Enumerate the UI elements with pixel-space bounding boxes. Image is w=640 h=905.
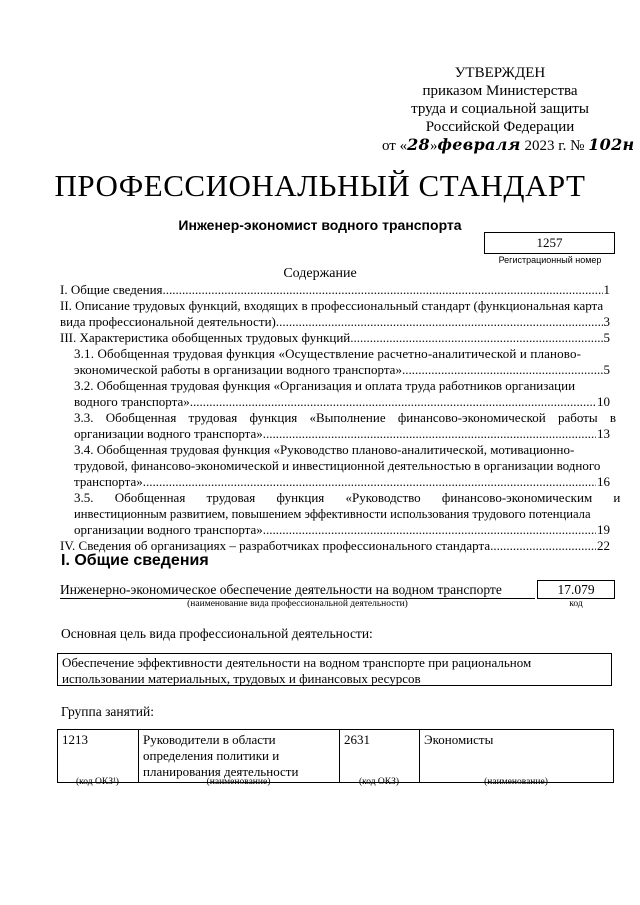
occupation-groups-table (57, 729, 614, 783)
okz-code-cell: 1213 (58, 730, 139, 783)
caption-name-2: (наименование) (484, 777, 548, 787)
toc-page: 10 (597, 394, 610, 409)
order-month-handwritten: февраля (437, 135, 521, 154)
toc-page: 1 (603, 282, 610, 297)
activity-caption: (наименование вида профессиональной деятельности) (187, 599, 408, 609)
occupation-name-cell: Экономисты (420, 730, 614, 783)
toc-page: 5 (603, 330, 610, 345)
registration-label: Регистрационный номер (498, 255, 602, 265)
section-heading: I. Общие сведения (61, 552, 209, 569)
toc-heading: Содержание (283, 266, 357, 281)
caption-okz-code-1: (код ОКЗ¹) (76, 777, 119, 787)
toc-item[interactable]: I. Общие сведения ..... 1 (60, 282, 610, 298)
approval-line-3: Российской Федерации (425, 119, 575, 135)
approval-title: УТВЕРЖДЕН (454, 65, 546, 81)
goal-label: Основная цель вида профессиональной деятельности: (61, 626, 373, 641)
toc-item[interactable]: II. Описание трудовых функций, входящих в профессиональный стандарт (функциональная карта вида профессиональной деятельности) ..... 3 (60, 298, 610, 330)
group-label: Группа занятий: (61, 704, 154, 719)
code-caption: код (569, 599, 583, 609)
approval-order-line: от «28»февраля 2023 г. № 102н (382, 135, 635, 154)
toc-page: 5 (603, 362, 610, 377)
order-number-handwritten: 102н (588, 135, 635, 154)
approval-line-1: приказом Министерства (422, 83, 578, 99)
table-row (58, 730, 614, 783)
table-of-contents (60, 282, 621, 554)
registration-number: 1257 (484, 232, 615, 254)
toc-item[interactable]: 3.3. Обобщенная трудовая функция «Выполнение финансово-экономической работы в организации водного транспорта» ..... 13 (60, 410, 610, 442)
goal-text: Обеспечение эффективности деятельности на водном транспорте при рациональном использовании материальных, трудовых и финансовых ресурсов (57, 653, 612, 686)
activity-name: Инженерно-экономическое обеспечение деятельности на водном транспорте (60, 581, 535, 599)
order-day-handwritten: 28 (407, 135, 430, 154)
caption-name-1: (наименование) (206, 777, 271, 787)
toc-item[interactable]: 3.4. Обобщенная трудовая функция «Руководство планово-аналитической, мотивационно- трудовой, финансово-экономической и инвестиционной деятельностью в организации водного транспорта» ..... 16 (60, 442, 610, 490)
activity-code: 17.079 (537, 580, 615, 599)
document-title: ПРОФЕССИОНАЛЬНЫЙ СТАНДАРТ (54, 168, 586, 203)
toc-item[interactable]: IV. Сведения об организациях – разработчиках профессионального стандарта ..... 22 (60, 538, 610, 554)
toc-item[interactable]: 3.5. Обобщенная трудовая функция «Руководство финансово-экономическим и инвестиционным развитием, повышением эффективности использования трудового потенциала организации водного транспорта» ..... 19 (60, 490, 610, 538)
toc-page: 19 (597, 522, 610, 537)
toc-page: 3 (603, 314, 610, 329)
caption-okz-code-2: (код ОКЗ) (358, 777, 400, 787)
toc-item[interactable]: 3.1. Обобщенная трудовая функция «Осуществление расчетно-аналитической и планово- экономической работы в организации водного транспорта» ..... 5 (60, 346, 610, 378)
toc-page: 22 (597, 538, 610, 553)
occupation-name-cell: Руководители в области определения политики и планирования деятельности (139, 730, 340, 783)
standard-name: Инженер-экономист водного транспорта (178, 217, 462, 233)
toc-page: 13 (597, 426, 610, 441)
toc-page: 16 (597, 474, 610, 489)
approval-block (382, 64, 635, 155)
toc-item[interactable]: III. Характеристика обобщенных трудовых функций ..... 5 (60, 330, 610, 346)
toc-item[interactable]: 3.2. Обобщенная трудовая функция «Организация и оплата труда работников организации водного транспорта» ..... 10 (60, 378, 610, 410)
approval-line-2: труда и социальной защиты (411, 101, 589, 117)
okz-code-cell: 2631 (340, 730, 420, 783)
